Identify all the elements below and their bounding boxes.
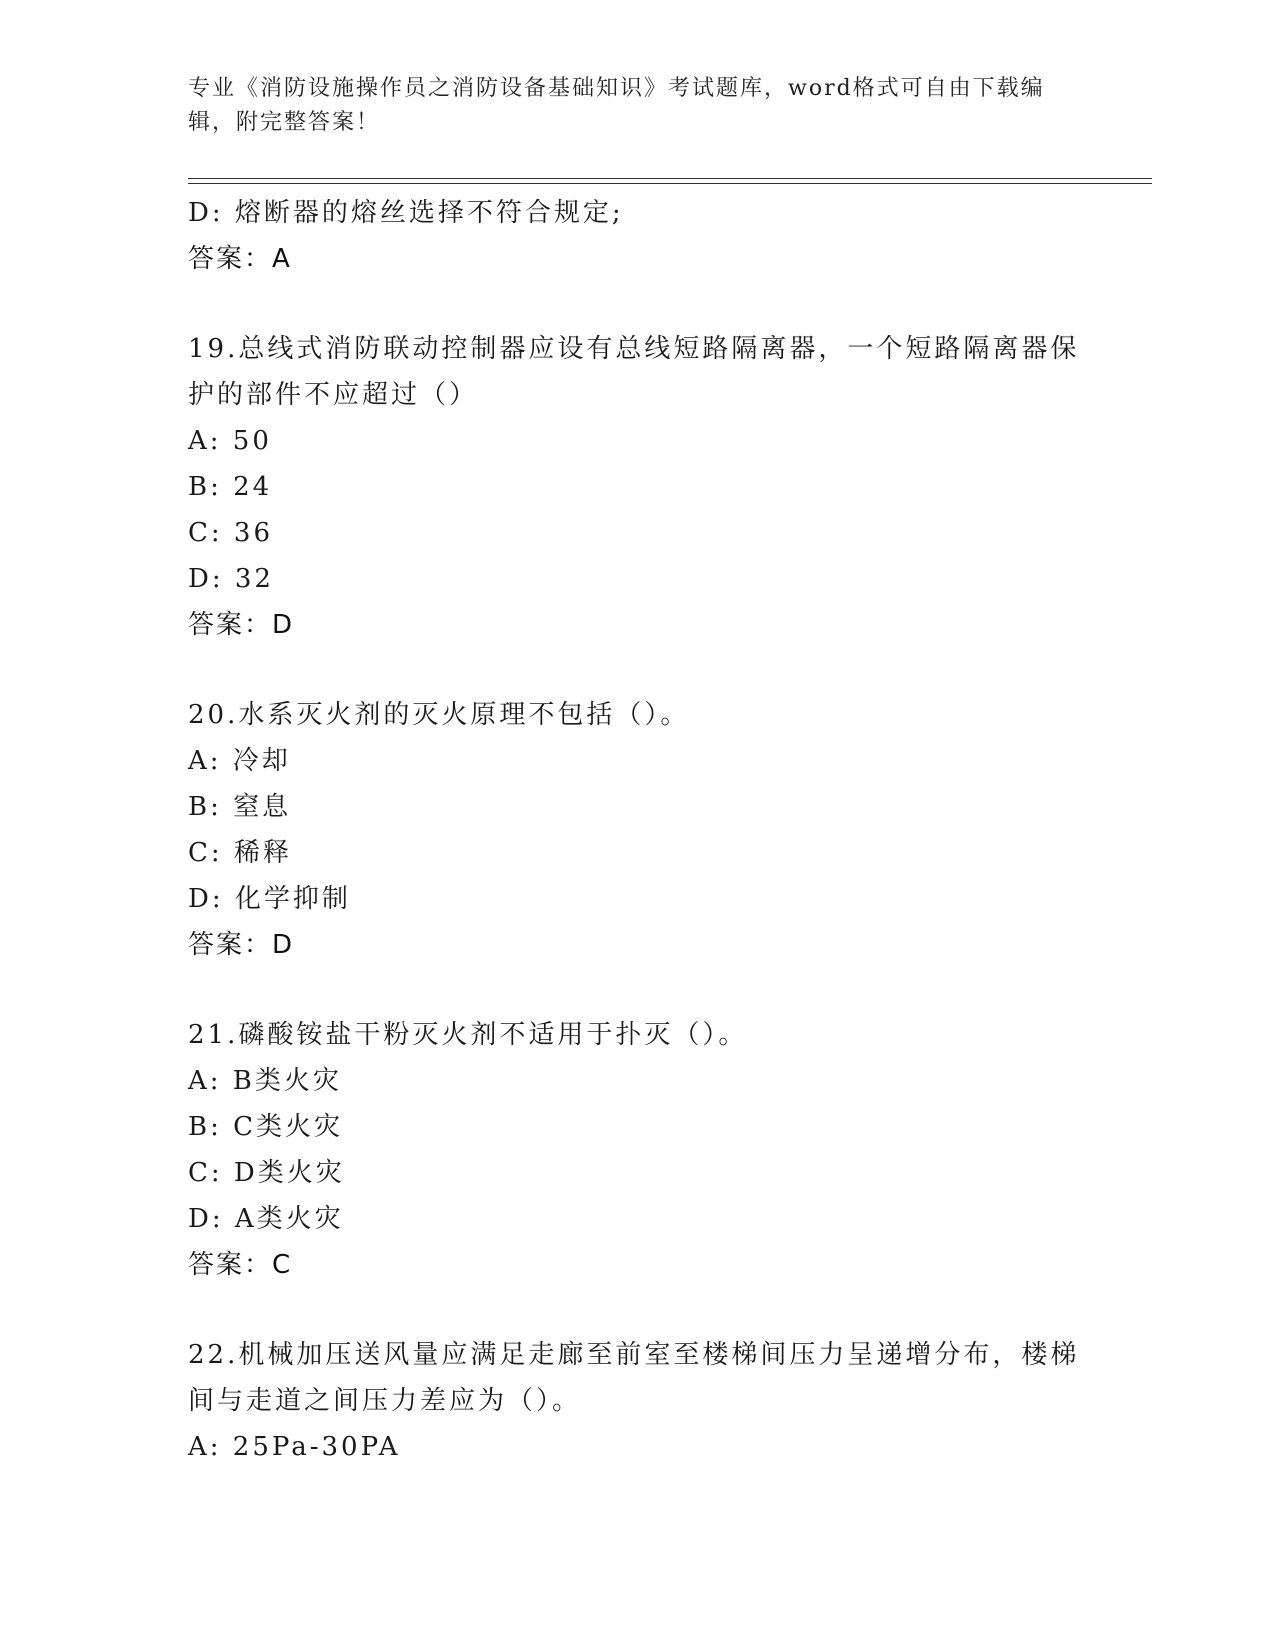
- question-stem: 22.机械加压送风量应满足走廊至前室至楼梯间压力呈递增分布，楼梯间与走道之间压力差应为（）。: [188, 1340, 1080, 1416]
- answer-line: 答案：C: [188, 1250, 293, 1280]
- question-stem: 19.总线式消防联动控制器应设有总线短路隔离器，一个短路隔离器保护的部件不应超过（）: [188, 334, 1080, 410]
- option-b: B: 24: [188, 472, 273, 502]
- question-19: [188, 326, 1088, 648]
- option-b: B: C类火灾: [188, 1112, 344, 1142]
- spacer: [188, 968, 1088, 1012]
- option-b: B: 窒息: [188, 792, 292, 822]
- option-c: C: D类火灾: [188, 1158, 345, 1188]
- answer-line: 答案：A: [188, 244, 292, 274]
- document-header: [188, 72, 1068, 140]
- question-21: [188, 1012, 1088, 1288]
- header-rule-bottom: [188, 183, 1152, 184]
- option-d: D: 32: [188, 564, 274, 594]
- option-d: D: 熔断器的熔丝选择不符合规定;: [188, 198, 624, 228]
- option-d: D: A类火灾: [188, 1204, 344, 1234]
- option-d: D: 化学抑制: [188, 884, 351, 914]
- answer-line: 答案：D: [188, 610, 295, 640]
- option-a: A: 25Pa-30PA: [188, 1432, 401, 1462]
- header-rule-top: [188, 178, 1152, 179]
- question-20: [188, 692, 1088, 968]
- option-a: A: B类火灾: [188, 1066, 342, 1096]
- spacer: [188, 1288, 1088, 1332]
- option-c: C: 稀释: [188, 838, 292, 868]
- question-stem: 21.磷酸铵盐干粉灭火剂不适用于扑灭（）。: [188, 1020, 748, 1050]
- document-body: [188, 190, 1088, 1470]
- header-title: 专业《消防设施操作员之消防设备基础知识》考试题库，word格式可自由下载编辑，附完整答案！: [188, 76, 1045, 135]
- question-22: [188, 1332, 1088, 1470]
- option-c: C: 36: [188, 518, 274, 548]
- spacer: [188, 282, 1088, 326]
- spacer: [188, 648, 1088, 692]
- option-a: A: 50: [188, 426, 272, 456]
- question-stem: 20.水系灭火剂的灭火原理不包括（）。: [188, 700, 690, 730]
- option-a: A: 冷却: [188, 746, 291, 776]
- answer-line: 答案：D: [188, 930, 295, 960]
